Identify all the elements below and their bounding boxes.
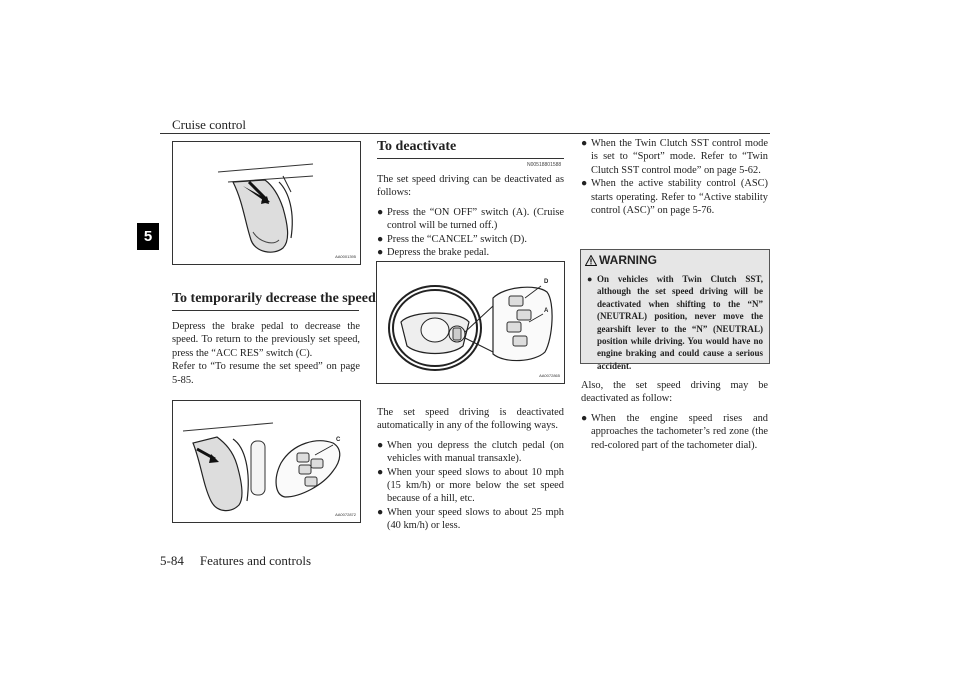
figure-label-d: D [544, 279, 549, 285]
auto-deactivate-text [377, 406, 564, 533]
figure-brake-pedal [172, 141, 361, 265]
list-item: ● When your speed slows to about 25 mph (40 km/h) or less. [377, 506, 564, 532]
bullet-icon: ● [581, 412, 588, 424]
acc-res-switch-illustration [173, 401, 360, 522]
figure-code: AA0001395 [335, 254, 356, 259]
warning-triangle-icon [585, 255, 597, 266]
paragraph: Also, the set speed driving may be deactivated as follow: [581, 380, 768, 405]
figure-label-a: A [544, 308, 549, 314]
steering-wheel-illustration [377, 262, 564, 383]
warning-header [585, 253, 657, 267]
paragraph: Refer to “To resume the set speed” on page 5-85. [172, 361, 360, 386]
header-rule [160, 133, 770, 134]
heading-rule [377, 158, 564, 159]
bullet-icon: ● [581, 178, 588, 190]
warning-title: WARNING [599, 253, 657, 267]
page-footer [160, 553, 311, 569]
page-header-title: Cruise control [172, 117, 247, 132]
brake-pedal-illustration [173, 142, 360, 264]
also-text [581, 379, 768, 452]
also-list [581, 412, 768, 452]
deactivate-text [377, 173, 564, 259]
figure-code: AA0072865 [539, 373, 560, 378]
heading-temporarily-decrease: To temporarily decrease the speed [172, 291, 376, 306]
warning-text: ● On vehicles with Twin Clutch SST, although the set speed driving will be deactivated when shifting to the “N” (NEUTRAL) position, never move the gearshift lever to the “N” (NEUTRAL) position while driving. You would have no engine braking and could cause a serious accident. [587, 274, 763, 371]
list-item: ● When the Twin Clutch SST control mode is set to “Sport” mode. Refer to “Twin Clutch SST control mode” on page 5-62. [581, 138, 768, 176]
bullet-icon: ● [377, 466, 384, 478]
heading-to-deactivate: To deactivate [377, 139, 457, 154]
bullet-icon: ● [377, 506, 384, 518]
auto-deactivate-list [377, 439, 564, 533]
bullet-icon: ● [377, 206, 384, 218]
list-item: ● When the engine speed rises and approaches the tachometer’s red zone (the red-colored part of the tachometer dial). [581, 412, 768, 451]
figure-label-c: C [336, 437, 341, 443]
heading-rule [172, 310, 359, 311]
figure-steering-wheel [376, 261, 565, 384]
list-item: ● When you depress the clutch pedal (on vehicles with manual transaxle). [377, 439, 564, 465]
list-item: ● When the active stability control (ASC) starts operating. Refer to “Active stability control (ASC)” on page 5-76. [581, 178, 768, 217]
list-item: ● Depress the brake pedal. [377, 247, 490, 259]
page-number: 5-84 [160, 553, 184, 568]
deactivate-list-continued [581, 137, 768, 217]
chapter-tab: 5 [137, 223, 159, 250]
reference-code: N00518801588 [527, 162, 562, 168]
warning-box [580, 249, 770, 371]
warning-body [587, 273, 763, 372]
list-item: ● When your speed slows to about 10 mph (15 km/h) or more below the set speed because of a hill, etc. [377, 466, 564, 505]
footer-section: Features and controls [199, 553, 312, 568]
bullet-icon: ● [377, 439, 384, 451]
paragraph: The set speed driving is deactivated automatically in any of the following ways. [377, 407, 564, 432]
figure-acc-res-switch [172, 400, 361, 523]
bullet-icon: ● [581, 138, 588, 149]
decrease-text [172, 320, 360, 387]
paragraph: Depress the brake pedal to decrease the speed. To return to the previously set speed, press the “ACC RES” switch (C). [172, 321, 360, 359]
bullet-icon: ● [587, 274, 593, 284]
list-item: ● Press the “ON OFF” switch (A). (Cruise control will be turned off.) [377, 206, 564, 232]
col3-bullets [581, 137, 768, 217]
deactivate-list [377, 206, 564, 260]
list-item: ● Press the “CANCEL” switch (D). [377, 233, 527, 245]
paragraph: The set speed driving can be deactivated as follows: [377, 174, 564, 199]
figure-code: AA0072872 [335, 512, 356, 517]
bullet-icon: ● [377, 233, 384, 245]
bullet-icon: ● [377, 247, 384, 259]
